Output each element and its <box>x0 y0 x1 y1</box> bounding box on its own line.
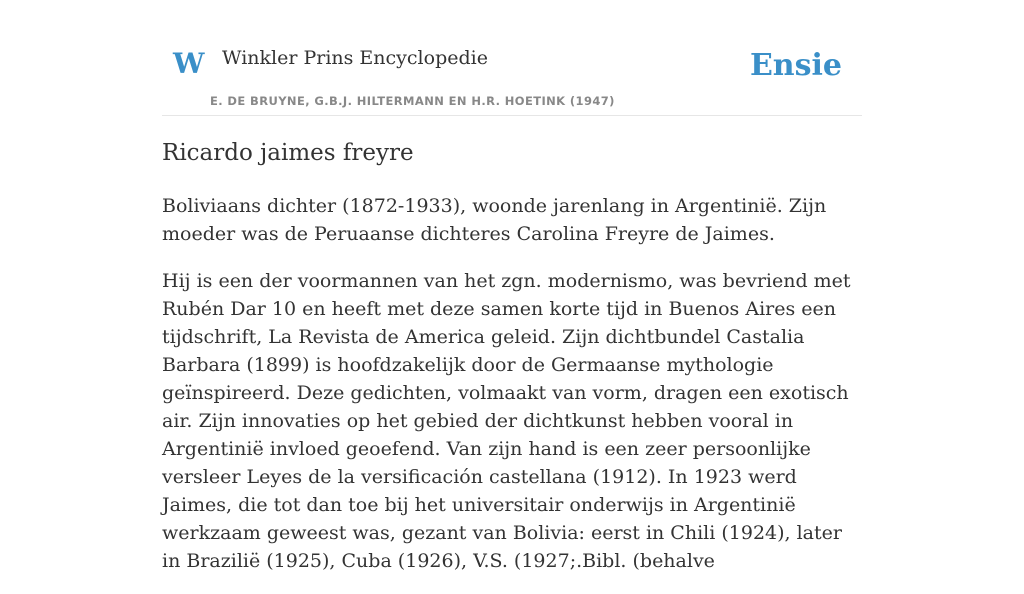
encyclopedia-name-link[interactable]: Winkler Prins Encyclopedie <box>222 47 488 69</box>
winkler-prins-logo-icon[interactable]: W <box>173 47 205 80</box>
article-title: Ricardo jaimes freyre <box>162 140 414 166</box>
article-paragraph: Boliviaans dichter (1872-1933), woonde jarenlang in Argentinië. Zijn moeder was de Peruaanse dichteres Carolina Freyre de Jaimes. <box>162 195 827 245</box>
article-paragraph: Hij is een der voormannen van het zgn. modernismo, was bevriend met Rubén Dar 10 en heeft met deze samen korte tijd in Buenos Aires een tijdschrift, La Revista de America geleid. Zijn dichtbundel Castalia Barbara (1899) is hoofdzakelijk door de Germaanse mythologie geïnspireerd. Deze gedichten, volmaakt van vorm, dragen een exotisch air. Zijn innovaties op het gebied der dichtkunst hebben vooral in Argentinië invloed geoefend. Van zijn hand is een zeer persoonlijke versleer Leyes de la versificación castellana (1912). In 1923 werd Jaimes, die tot dan toe bij het universitair onderwijs in Argentinië werkzaam geweest was, gezant van Bolivia: eerst in Chili (1924), later in Brazilië (1925), Cuba (1926), V.S. (1927;.Bibl. (behalve <box>162 270 851 572</box>
page-container <box>162 0 862 572</box>
authors-subtitle: E. DE BRUYNE, G.B.J. HILTERMANN EN H.R. HOETINK (1947) <box>210 94 615 108</box>
ensie-brand-logo[interactable]: Ensie <box>749 48 842 83</box>
article-body <box>162 192 862 594</box>
site-header <box>162 0 862 116</box>
